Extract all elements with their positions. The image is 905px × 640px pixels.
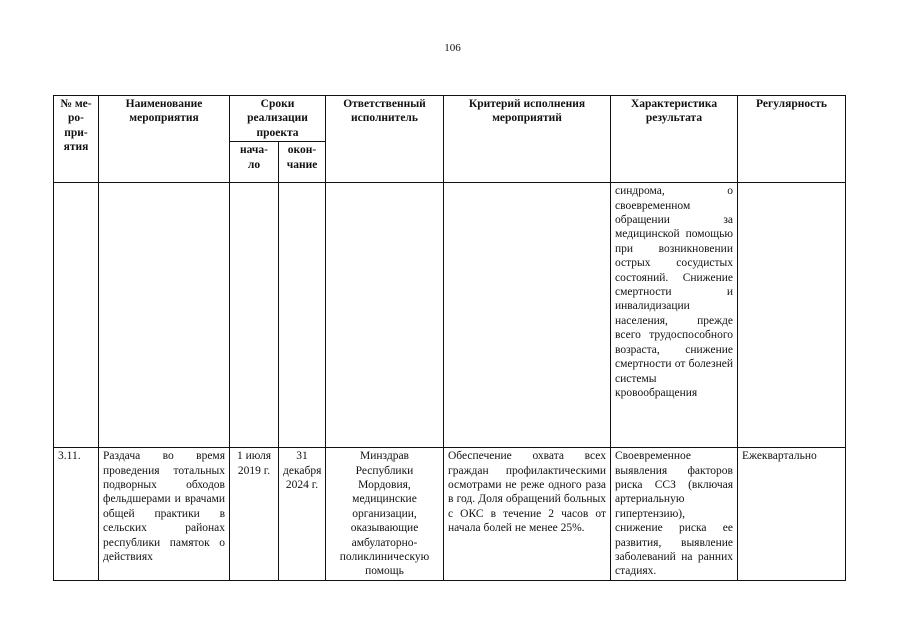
cell-regularity: Ежеквартально xyxy=(738,448,846,581)
page-number: 106 xyxy=(444,42,461,54)
cell-name: Раздача во время проведения тотальных подворных обходов фельдшерами и врачами общей практики в сельских районах республики памяток о действиях xyxy=(99,448,230,581)
cell-criterion xyxy=(444,183,611,448)
cell-num: 3.11. xyxy=(54,448,99,581)
table-row xyxy=(54,448,846,581)
cell-responsible xyxy=(326,183,444,448)
header-terms: Сроки реализации проекта xyxy=(230,96,326,142)
cell-start: 1 июля 2019 г. xyxy=(230,448,279,581)
header-responsible: Ответственный исполнитель xyxy=(326,96,444,183)
cell-end: 31 декабря 2024 г. xyxy=(279,448,326,581)
header-criterion: Критерий исполнения мероприятий xyxy=(444,96,611,183)
cell-responsible: Минздрав Республики Мордовия, медицинские организации, оказывающие амбулаторно-поликлиническую помощь xyxy=(326,448,444,581)
cell-start xyxy=(230,183,279,448)
table-row xyxy=(54,183,846,448)
header-row-1 xyxy=(54,96,846,142)
header-result: Характеристика результата xyxy=(611,96,738,183)
header-regularity: Регулярность xyxy=(738,96,846,183)
cell-end xyxy=(279,183,326,448)
cell-regularity xyxy=(738,183,846,448)
events-table xyxy=(53,95,846,581)
cell-criterion: Обеспечение охвата всех граждан профилактическими осмотрами не реже одного раза в год. Доля обращений больных с ОКС в течение 2 часов от начала болей не менее 25%. xyxy=(444,448,611,581)
header-start: нача-ло xyxy=(230,142,279,183)
header-end: окон-чание xyxy=(279,142,326,183)
cell-name xyxy=(99,183,230,448)
cell-result: Своевременное выявления факторов риска ССЗ (включая артериальную гипертензию), снижение риска ее развития, выявление заболеваний на ранних стадиях. xyxy=(611,448,738,581)
header-num: № ме-ро-при-ятия xyxy=(54,96,99,183)
header-name: Наименование мероприятия xyxy=(99,96,230,183)
cell-result: синдрома, о своевременном обращении за медицинской помощью при возникновении острых сосудистых состояний. Снижение смертности и инвалидизации населения, прежде всего трудоспособного возраста, снижение смертности от болезней системы кровообращения xyxy=(611,183,738,448)
cell-num xyxy=(54,183,99,448)
